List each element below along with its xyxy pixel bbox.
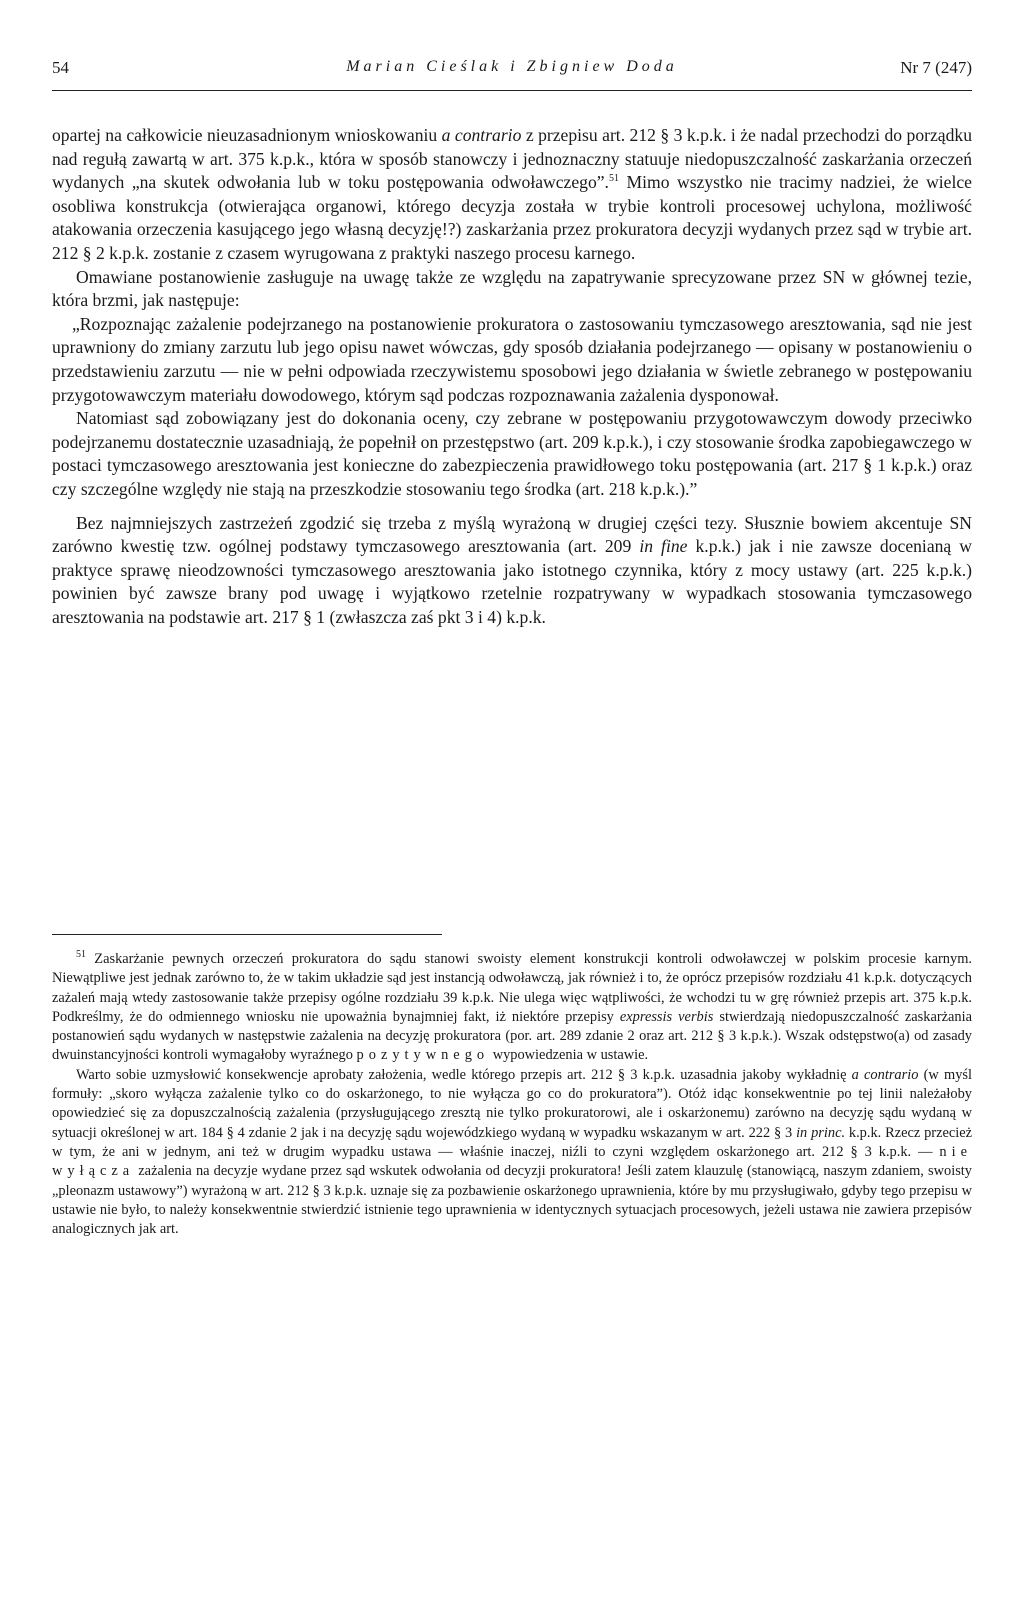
footnote-rule	[52, 934, 442, 935]
text-run: k.p.k. Rzecz przecież w tym, że ani w jednym, ani też w drugim wypadku ustawa — właśnie inaczej, niźli to czyni względem oskarżonego art. 212 § 3 k.p.k. —	[52, 1124, 972, 1160]
italic-term: in fine	[639, 536, 688, 557]
footnote-ref: 51	[608, 173, 619, 185]
text-run: k.p.k.) jak i nie zawsze docenianą w praktyce sprawę nieodzowności tymczasowego aresztowania jako istotnego czynnika, który z mocy ustawy (art. 225 k.p.k.) powinien być zawsze brany pod uwagę i wyjątkowo rzetelnie rozpatrywany w wypadkach stosowania tymczasowego aresztowania na podstawie art. 217 § 1 (zwłaszcza zaś pkt 3 i 4) k.p.k.	[52, 536, 973, 627]
text-run: opartej na całkowicie nieuzasadnionym wnioskowaniu	[52, 125, 442, 145]
text-run: Zaskarżanie pewnych orzeczeń prokuratora do sądu stanowi swoisty element konstrukcji kontroli odwoławczej w polskim procesie karnym. Niewątpliwe jest jednak zarówno to, że w takim układzie sąd jest instancją odwoławczą, jak również i to, że oprócz przepisów rozdziału 41 k.p.k. dotyczących zażaleń mają wtedy zastosowanie także przepisy ogólne rozdziału 39 k.p.k. Nie ulega więc wątpliwości, że wchodzi tu w grę również przepis art. 375 k.p.k. Podkreślmy, że do odmiennego wniosku nie upoważnia bynajmniej fakt, iż niektóre przepisy	[52, 951, 972, 1025]
text-run: Mimo wszystko nie tracimy nadziei, że wielce osobliwa konstrukcja (otwierająca organowi, którego decyzja została w trybie kontroli procesowej uchylona, możliwość atakowania orzeczenia kasującego jego własną decyzję!?) zaskarżania przez prokuratora decyzji wydanych przez sąd w trybie art. 212 § 2 k.p.k. zostanie z czasem wyrugowana z praktyki naszego procesu karnego.	[52, 172, 972, 263]
quoted-thesis-continued: Natomiast sąd zobowiązany jest do dokonania oceny, czy zebrane w postępowaniu przygotowawczym dowody przeciwko podejrzanemu dostatecznie uzasadniają, że popełnił on przestępstwo (art. 209 k.p.k.), i czy stosowanie środka zapobiegawczego w postaci tymczasowego aresztowania jest konieczne do zabezpieczenia prawidłowego toku postępowania (art. 217 § 1 k.p.k.) oraz czy szczególne względy nie stają na przeszkodzie stosowaniu tego środka (art. 218 k.p.k.).”	[52, 408, 972, 499]
text-run: zażalenia na decyzje wydane przez sąd wskutek odwołania od decyzji prokuratora! Jeśli zatem klauzulę (stanowiącą, naszym zdaniem, swoisty „pleonazm ustawowy”) wyrażoną w art. 212 § 3 k.p.k. uznaje się za pozbawienie oskarżonego uprawnienia, które by mu przysługiwało, gdyby tego przepisu w ustawie nie było, to należy konsekwentnie stwierdzić istnienie tego uprawnienia w identycznych sytuacjach procesowych, jeżeli ustawa nie zawiera przepisów analogicznych jak art.	[52, 1163, 972, 1238]
spaced-emphasis: pozytywnego	[356, 1047, 490, 1064]
spaced-emphasis: nie wyłącza	[52, 1143, 972, 1180]
page-number: 54	[52, 58, 69, 77]
main-text	[52, 124, 972, 629]
text-run: Bez najmniejszych zastrzeżeń zgodzić się trzeba z myślą wyrażoną w drugiej części tezy. Słusznie bowiem akcentuje SN zarówno kwestię tzw. ogólnej podstawy tymczasowego aresztowania (art. 209	[52, 512, 972, 557]
italic-term: a contrario	[851, 1066, 919, 1083]
issue-number: Nr 7 (247)	[900, 58, 972, 77]
text-run: (w myśl formuły: „skoro wyłącza zażalenie tylko co do oskarżonego, to nie wyłącza go co do prokuratora”). Otóż idąc konsekwentnie po tej linii należałoby opowiedzieć się za dopuszczalnością zażalenia (przysługującego zresztą nie tylko prokuratorowi, ale i oskarżonemu) zarówno na decyzję sądu wydaną w sytuacji określonej w art. 184 § 4 zdanie 2 jak i na decyzję sądu wojewódzkiego wydaną w wypadku wskazanym w art. 222 § 3	[52, 1066, 972, 1141]
paragraph	[52, 124, 972, 266]
header-rule	[52, 90, 972, 91]
italic-term: a contrario	[441, 125, 522, 145]
running-title: Marian Cieślak i Zbigniew Doda	[346, 58, 678, 75]
quoted-thesis: „Rozpoznając zażalenie podejrzanego na postanowienie prokuratora o zastosowaniu tymczasowego aresztowania, sąd nie jest uprawniony do zmiany zarzutu lub jego opisu nawet wówczas, gdy sposób działania podejrzanego — opisany w postanowieniu o przedstawieniu zarzutu — nie w pełni odpowiada rzeczywistemu sposobowi jego działania w świetle zebranego w postępowaniu przygotowawczym materiału dowodowego, którym sąd podczas rozpoznawania zażalenia dysponował.	[52, 313, 972, 405]
text-run: stwierdzają niedopuszczalność zaskarżania postanowień sądu wydanych w następstwie zażalenia na decyzję prokuratora (por. art. 289 zdanie 2 oraz art. 212 § 3 k.p.k.). Wszak odstępstwo(a) od zasady dwuinstancyjności kontroli wymagałoby wyraźnego	[52, 1008, 972, 1064]
running-header	[52, 58, 972, 88]
italic-term: expressis verbis	[619, 1008, 714, 1025]
footnote-number: 51	[76, 949, 86, 961]
italic-term: in princ.	[796, 1124, 846, 1141]
text-run: Warto sobie uzmysłowić konsekwencje aprobaty założenia, wedle którego przepis art. 212 § 3 k.p.k. uzasadnia jakoby wykładnię	[76, 1066, 852, 1083]
text-run: wypowiedzenia w ustawie.	[489, 1047, 649, 1064]
footnote-paragraph	[52, 1066, 972, 1240]
footnote	[52, 950, 972, 1066]
footnotes	[52, 950, 972, 1239]
paragraph	[52, 512, 972, 630]
paragraph: Omawiane postanowienie zasługuje na uwagę także ze względu na zapatrywanie sprecyzowane przez SN w głównej tezie, która brzmi, jak następuje:	[52, 266, 972, 311]
text-run: z przepisu art. 212 § 3 k.p.k. i że nadal przechodzi do porządku nad regułą zawartą w art. 375 k.p.k., która w sposób stanowczy i jednoznaczny statuuje niedopuszczalność zaskarżania orzeczeń wydanych „na skutek odwołania lub w toku postępowania odwoławczego”.	[52, 125, 972, 193]
